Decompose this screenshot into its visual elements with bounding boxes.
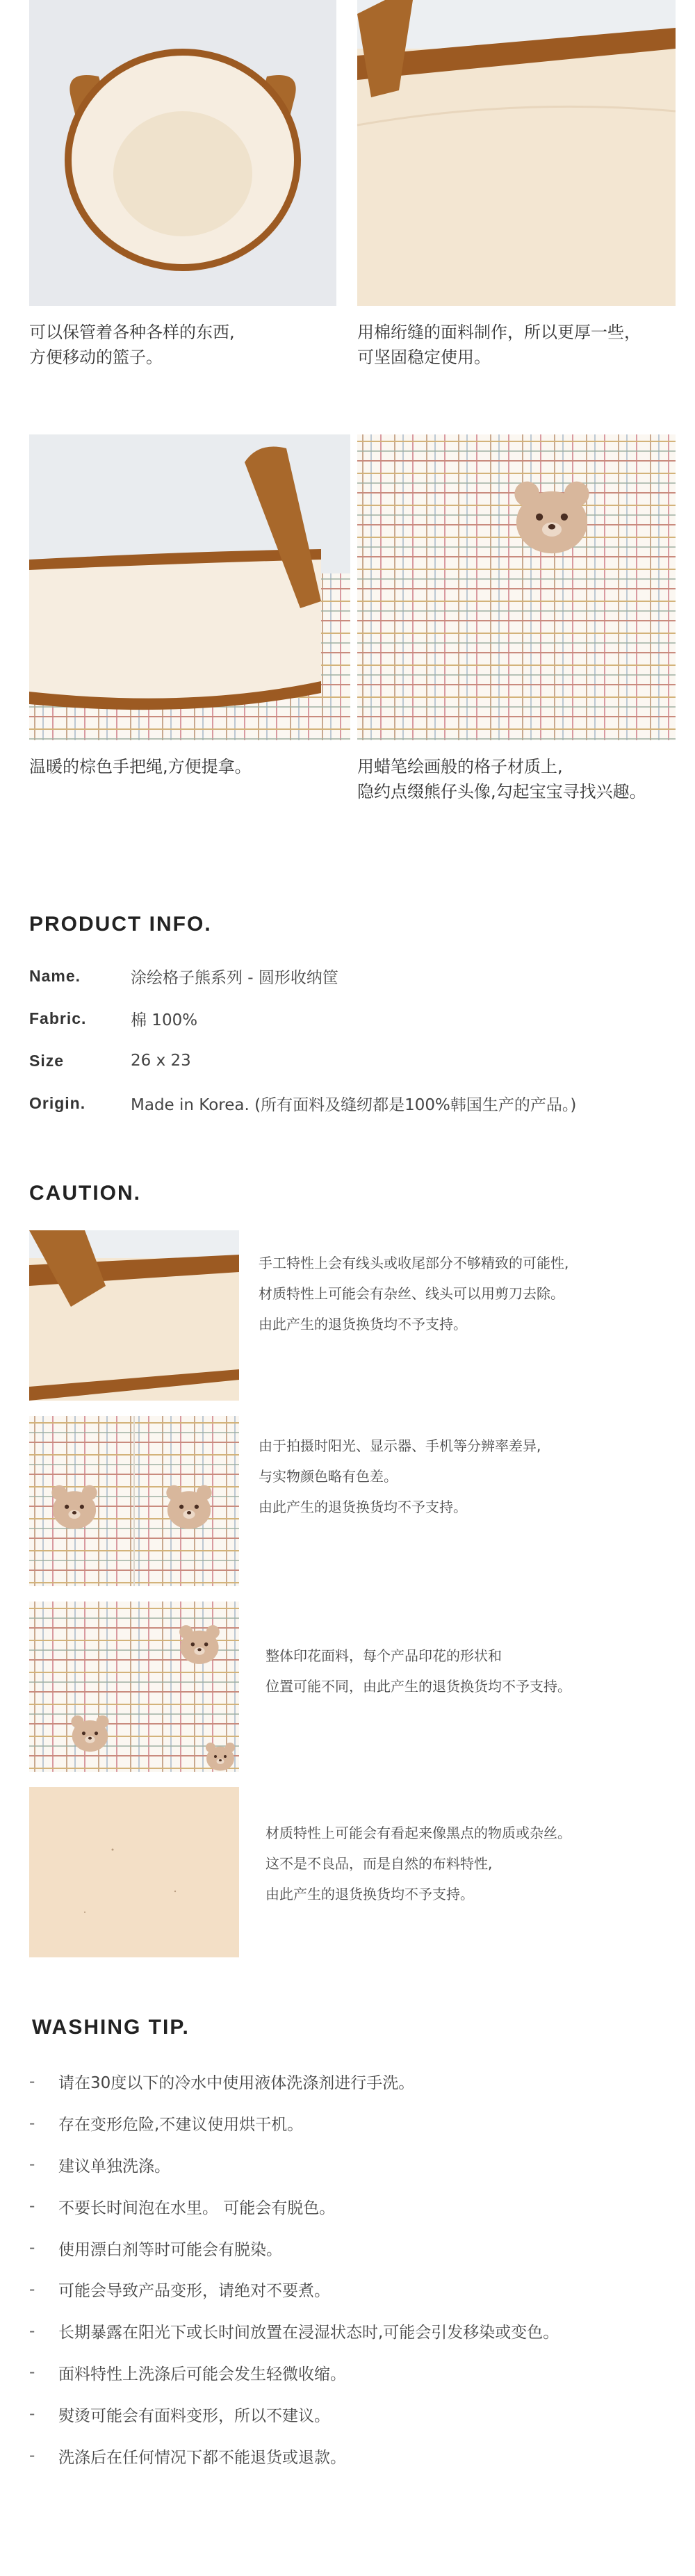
list-item: - 面料特性上洗涤后可能会发生轻微收缩。 (29, 2363, 346, 2383)
bullet-dash: - (29, 2322, 35, 2340)
bullet-dash: - (29, 2114, 35, 2133)
caution-text-2: 由于拍摄时阳光、显示器、手机等分辨率差异, 与实物颜色略有色差。 由此产生的退货换货均不予支持。 (259, 1437, 541, 1515)
info-key: Size (29, 1051, 65, 1070)
info-value: 棉 100% (131, 1011, 198, 1029)
list-item: - 建议单独洗涤。 (29, 2155, 170, 2176)
info-row-size (29, 1047, 191, 1075)
gallery-caption-2: 用棉绗缝的面料制作，所以更厚一些， 可坚固稳定使用。 (357, 323, 641, 367)
list-item: - 洗涤后在任何情况下都不能退货或退款。 (29, 2447, 346, 2467)
info-value: 26 x 23 (131, 1052, 191, 1070)
caution-photo-color (29, 1416, 239, 1586)
list-item: - 使用漂白剂等时可能会有脱染。 (29, 2239, 282, 2259)
list-item: - 请在30度以下的冷水中使用液体洗涤剂进行手洗。 (29, 2072, 415, 2093)
info-key: Fabric. (29, 1009, 87, 1027)
list-item: - 存在变形危险,不建议使用烘干机。 (29, 2114, 304, 2135)
info-key: Origin. (29, 1093, 86, 1112)
info-value: 涂绘格子熊系列 - 圆形收纳筐 (131, 968, 338, 987)
info-row-fabric (29, 1004, 197, 1032)
caution-text-1: 手工特性上会有线头或收尾部分不够精致的可能性, 材质特性上可能会有杂丝、线头可以用剪刀去除。 由此产生的退货换货均不予支持。 (259, 1255, 569, 1332)
quilted-wall-photo (357, 0, 676, 306)
info-row-name (29, 962, 338, 990)
info-key: Name. (29, 966, 81, 985)
washing-tip-title: WASHING TIP. (32, 2016, 190, 2039)
info-row-origin (29, 1089, 576, 1117)
bullet-dash: - (29, 2447, 35, 2465)
gallery-caption-1: 可以保管着各种各样的东西, 方便移动的篮子。 (29, 323, 235, 367)
list-item: - 可能会导致产品变形，请绝对不要煮。 (29, 2280, 330, 2301)
list-item: - 熨烫可能会有面料变形，所以不建议。 (29, 2405, 330, 2425)
list-item: - 不要长时间泡在水里。 可能会有脱色。 (29, 2197, 336, 2217)
plaid-bear-fabric-photo (357, 434, 676, 740)
bullet-dash: - (29, 2280, 35, 2299)
caution-photo-seam (29, 1230, 239, 1401)
caution-title: CAUTION. (29, 1182, 141, 1205)
bullet-dash: - (29, 2197, 35, 2216)
gallery-caption-3: 温暖的棕色手把绳,方便提拿。 (29, 757, 252, 776)
bullet-dash: - (29, 2155, 35, 2174)
bullet-dash: - (29, 2072, 35, 2091)
gallery-caption-4: 用蜡笔绘画般的格子材质上, 隐约点缀熊仔头像,勾起宝宝寻找兴趣。 (357, 757, 646, 801)
list-item: - 长期暴露在阳光下或长时间放置在浸湿状态时,可能会引发移染或变色。 (29, 2322, 559, 2342)
bullet-dash: - (29, 2405, 35, 2424)
washing-tip-list (29, 2061, 669, 2477)
product-info-title: PRODUCT INFO. (29, 913, 212, 936)
caution-photo-print (29, 1601, 239, 1772)
caution-text-3: 整体印花面料，每个产品印花的形状和 位置可能不同，由此产生的退货换货均不予支持。 (265, 1647, 571, 1695)
basket-top-view-photo (29, 0, 336, 306)
basket-handle-photo (29, 434, 350, 740)
caution-photo-fabric (29, 1787, 239, 1957)
bullet-dash: - (29, 2363, 35, 2382)
bullet-dash: - (29, 2239, 35, 2258)
caution-text-4: 材质特性上可能会有看起来像黑点的物质或杂丝。 这不是不良品，而是自然的布料特性, 由此产生的退货换货均不予支持。 (265, 1825, 571, 1902)
info-value: Made in Korea. (所有面料及缝纫都是100%韩国生产的产品。) (131, 1095, 577, 1114)
